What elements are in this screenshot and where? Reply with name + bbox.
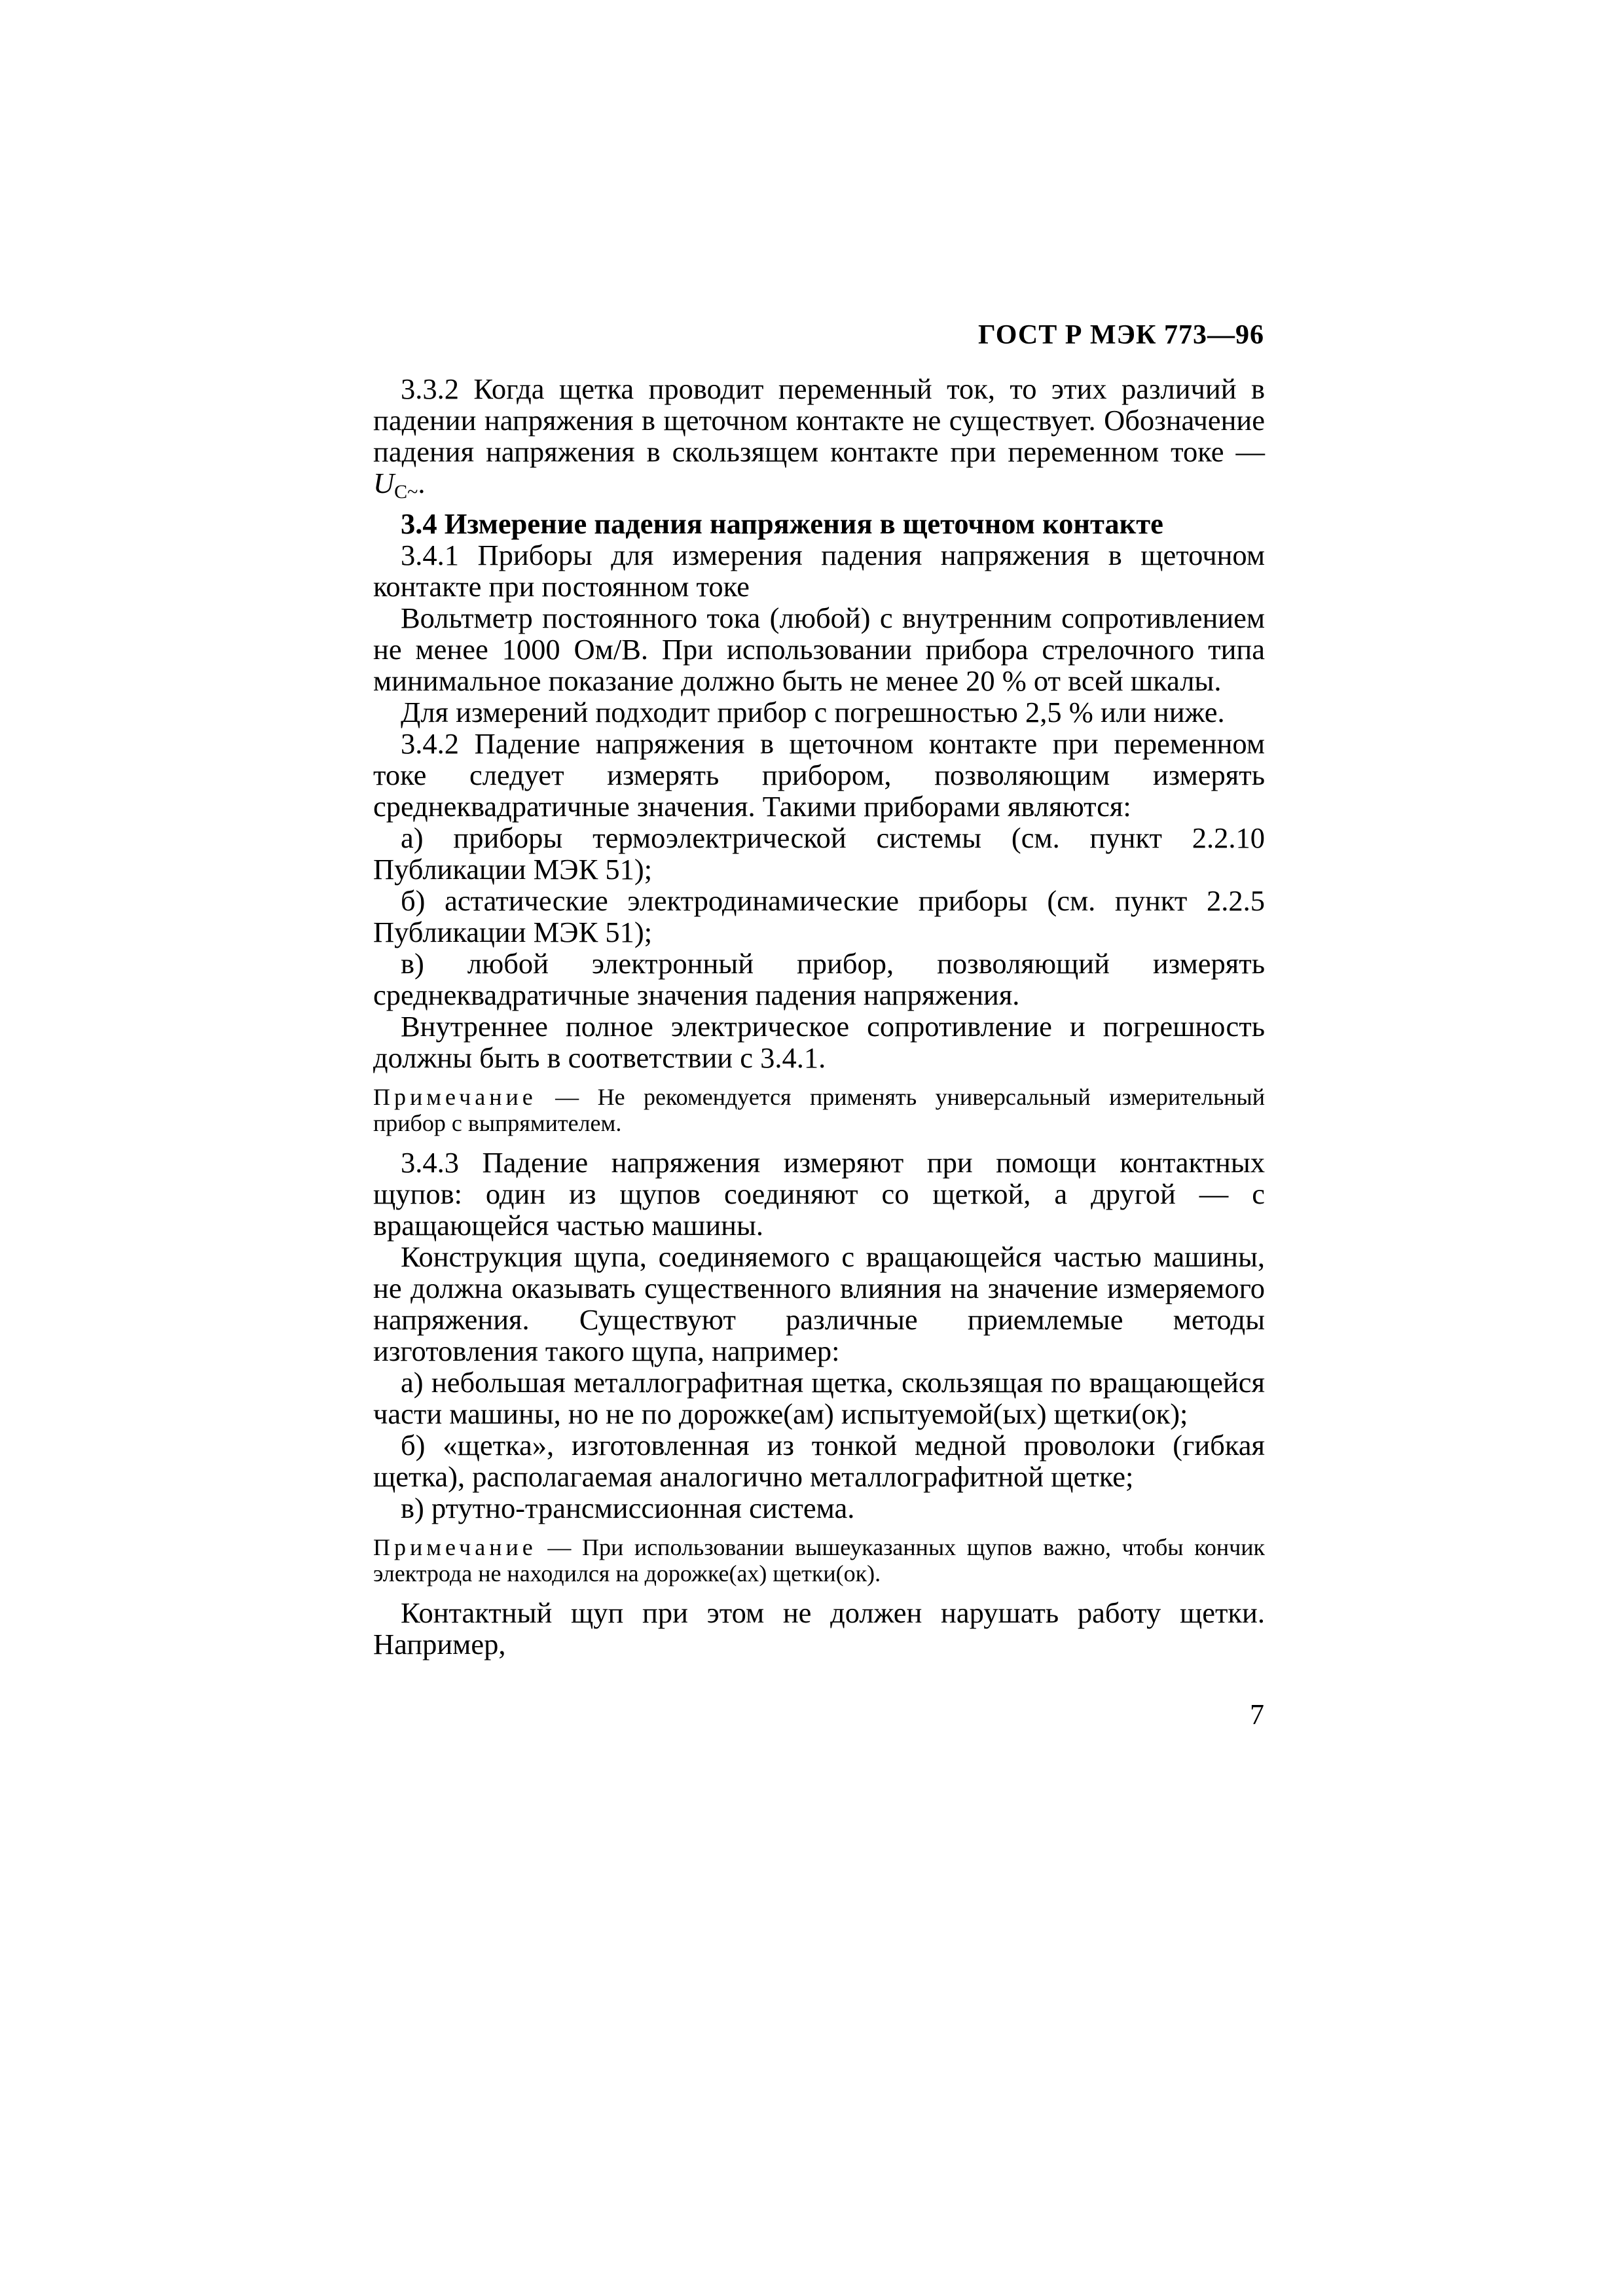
paragraph-3-3-2-end: .: [418, 467, 426, 499]
paragraph-3-4-2: 3.4.2 Падение напряжения в щеточном контакте при переменном токе следует измерять прибором, позволяющим измерять среднеквадратичные значения. Такими приборами являются:: [373, 727, 1265, 823]
list-item: в) любой электронный прибор, позволяющий измерять среднеквадратичные значения падения напряжения.: [373, 947, 1265, 1011]
paragraph-accuracy: Для измерений подходит прибор с погрешностью 2,5 % или ниже.: [401, 696, 1225, 728]
list-item: б) астатические электродинамические приборы (см. пункт 2.2.5 Публикации МЭК 51);: [373, 884, 1265, 948]
paragraph-probe-design: Конструкция щупа, соединяемого с вращающейся частью машины, не должна оказывать существенного влияния на значение измеряемого напряжения. Существуют различные приемлемые методы изготовления такого щупа, например:: [373, 1240, 1265, 1367]
paragraph-voltmeter: Вольтметр постоянного тока (любой) с внутренним сопротивлением не менее 1000 Ом/В. При использовании прибора стрелочного типа минимальное показание должно быть не менее 20 % от всей шкалы.: [373, 601, 1265, 697]
paragraph-3-3-2: [373, 373, 1265, 508]
note-1-text: — Не рекомендуется применять универсальный измерительный прибор с выпрямителем.: [373, 1084, 1265, 1136]
document-header: ГОСТ Р МЭК 773—96: [978, 320, 1264, 350]
list-item: а) небольшая металлографитная щетка, скользящая по вращающейся части машины, но не по дорожке(ам) испытуемой(ых) щетки(ок);: [373, 1366, 1265, 1430]
note-1: [373, 1084, 1265, 1136]
note-2-label: Примечание: [373, 1534, 537, 1560]
note-1-label: Примечание: [373, 1084, 537, 1110]
list-item: в) ртутно-трансмиссионная система.: [401, 1492, 855, 1524]
paragraph-internal-resistance: Внутреннее полное электрическое сопротивление и погрешность должны быть в соответствии с 3.4.1.: [373, 1010, 1265, 1074]
document-body: [373, 373, 1265, 1660]
voltage-symbol: U: [373, 467, 395, 499]
note-2-text: — При использовании вышеуказанных щупов важно, чтобы кончик электрода не находился на дорожке(ах) щетки(ок).: [373, 1534, 1265, 1587]
list-item: а) приборы термоэлектрической системы (см. пункт 2.2.10 Публикации МЭК 51);: [373, 821, 1265, 886]
voltage-subscript: C~: [394, 481, 418, 503]
paragraph-3-4-3: 3.4.3 Падение напряжения измеряют при помощи контактных щупов: один из щупов соединяют со щеткой, а другой — с вращающейся частью машины.: [373, 1146, 1265, 1242]
page-number: 7: [1250, 1698, 1264, 1731]
section-heading-3-4: 3.4 Измерение падения напряжения в щеточном контакте: [401, 507, 1163, 540]
paragraph-3-3-2-text: 3.3.2 Когда щетка проводит переменный ток, то этих различий в падении напряжения в щеточном контакте не существует. Обозначение падения напряжения в скользящем контакте при переменном токе —: [373, 372, 1265, 468]
paragraph-probe-operation: Контактный щуп при этом не должен нарушать работу щетки. Например,: [373, 1596, 1265, 1660]
list-item: б) «щетка», изготовленная из тонкой медной проволоки (гибкая щетка), располагаемая аналогично металлографитной щетке;: [373, 1429, 1265, 1493]
note-2: [373, 1534, 1265, 1587]
paragraph-3-4-1: 3.4.1 Приборы для измерения падения напряжения в щеточном контакте при постоянном токе: [373, 539, 1265, 603]
